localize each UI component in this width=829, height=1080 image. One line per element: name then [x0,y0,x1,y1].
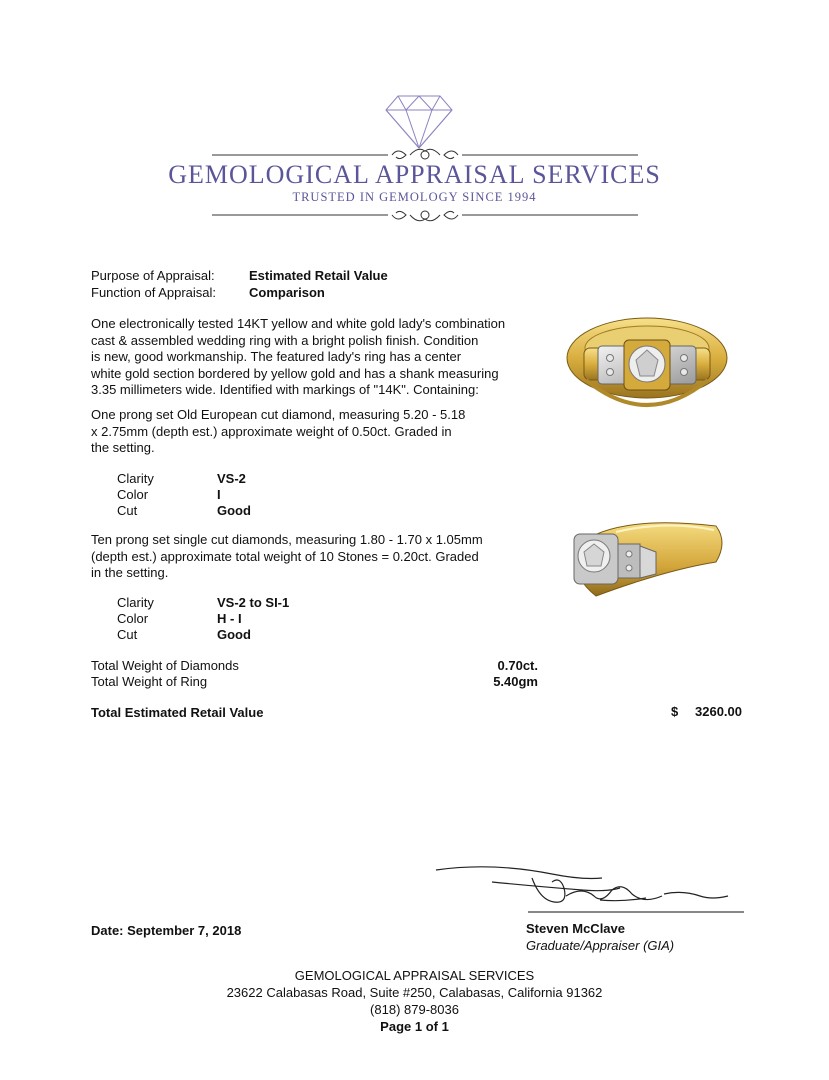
description-line: white gold section bordered by yellow gold and has a shank measuring [91,365,499,381]
center-color-value: I [217,487,221,502]
appraiser-name: Steven McClave [526,921,625,936]
diamond-icon [384,92,454,150]
page-number: Page 1 of 1 [380,1019,449,1034]
footer-phone: (818) 879-8036 [370,1002,459,1017]
center-color-label: Color [117,487,149,502]
side-color-label: Color [117,611,149,626]
side-cut-value: Good [217,627,251,642]
total-diamonds-label: Total Weight of Diamonds [91,658,239,673]
ring-photo-top [556,300,738,432]
ring-photo-side [556,506,736,606]
function-value: Comparison [249,285,325,300]
purpose-label: Purpose of Appraisal: [91,268,215,283]
total-ring-value: 5.40gm [493,674,538,689]
description-line: 3.35 millimeters wide. Identified with markings of "14K". Containing: [91,382,479,397]
appraisal-date: Date: September 7, 2018 [91,923,242,938]
center-cut-value: Good [217,503,251,518]
center-stone-line: x 2.75mm (depth est.) approximate weight of 0.50ct. Graded in [91,423,452,439]
header-rule-bottom [212,205,638,225]
center-clarity-value: VS-2 [217,471,246,486]
total-ring-label: Total Weight of Ring [91,674,208,689]
ring-description [91,316,505,399]
side-stones-line: Ten prong set single cut diamonds, measuring 1.80 - 1.70 x 1.05mm [91,532,483,547]
side-stones-line: in the setting. [91,565,169,580]
center-stone-line: the setting. [91,440,155,455]
footer-company: GEMOLOGICAL APPRAISAL SERVICES [294,968,535,983]
description-line: cast & assembled wedding ring with a bright polish finish. Condition [91,332,479,348]
appraiser-title: Graduate/Appraiser (GIA) [526,938,675,953]
currency-symbol: $ [671,704,679,719]
description-line: One electronically tested 14KT yellow and white gold lady's combination [91,316,506,331]
function-label: Function of Appraisal: [91,285,217,300]
signature-icon [432,860,744,916]
center-stone-description [91,407,465,457]
side-color-value: H - I [217,611,242,626]
total-diamonds-value: 0.70ct. [497,658,538,673]
company-title: GEMOLOGICAL APPRAISAL SERVICES [168,160,661,189]
total-retail-label: Total Estimated Retail Value [91,705,264,720]
side-stones-description [91,532,483,582]
center-cut-label: Cut [117,503,138,518]
center-clarity-label: Clarity [117,471,154,486]
center-stone-line: One prong set Old European cut diamond, measuring 5.20 - 5.18 [91,407,466,422]
side-clarity-label: Clarity [117,595,154,610]
purpose-value: Estimated Retail Value [249,268,388,283]
description-line: is new, good workmanship. The featured lady's ring has a center [91,349,462,364]
side-clarity-value: VS-2 to SI-1 [217,595,290,610]
company-tagline: TRUSTED IN GEMOLOGY SINCE 1994 [292,190,537,204]
side-stones-line: (depth est.) approximate total weight of 10 Stones = 0.20ct. Graded [91,548,479,564]
side-cut-label: Cut [117,627,138,642]
footer-address: 23622 Calabasas Road, Suite #250, Calabasas, California 91362 [226,985,603,1000]
total-retail-value: 3260.00 [695,704,742,719]
